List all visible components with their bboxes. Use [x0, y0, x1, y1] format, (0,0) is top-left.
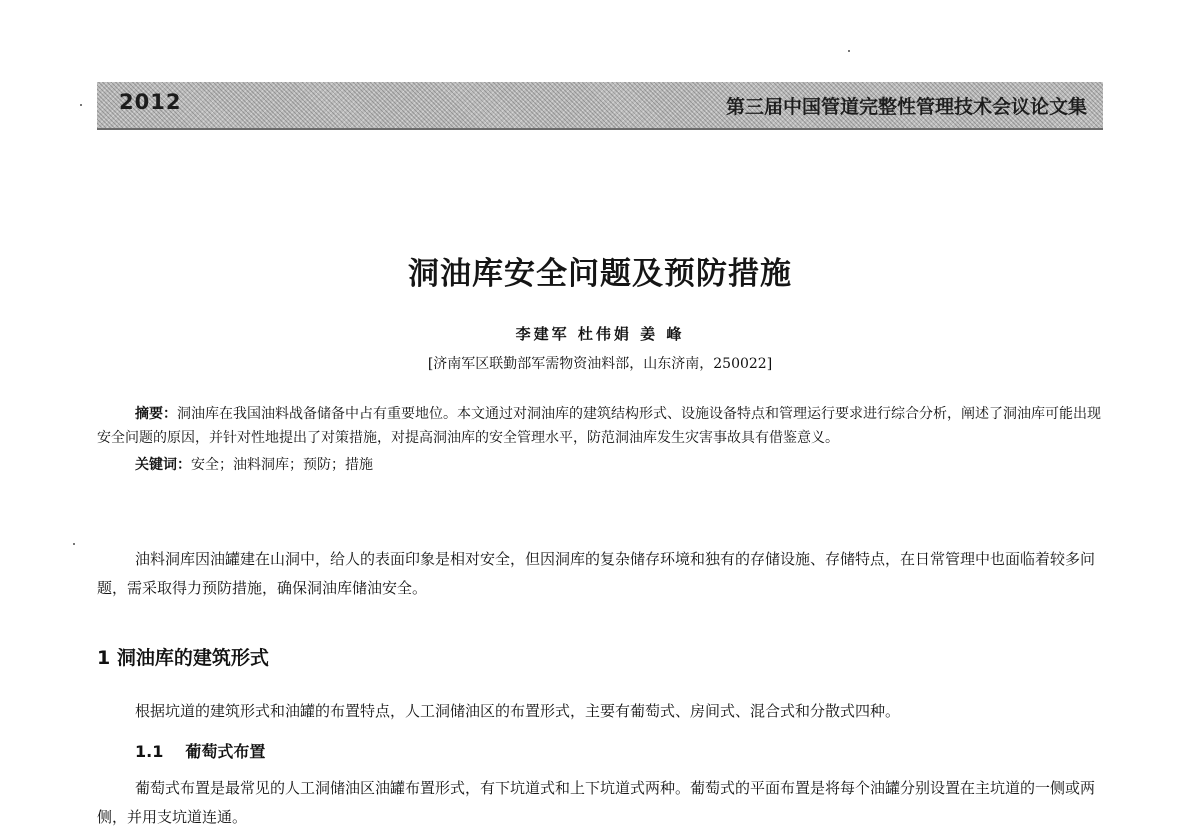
abstract	[97, 402, 1103, 450]
paper-affiliation: [济南军区联勤部军需物资油料部，山东济南，250022]	[427, 356, 773, 372]
running-header-band	[97, 82, 1103, 128]
section-1-paragraph: 根据坑道的建筑形式和油罐的布置特点，人工洞储油区的布置形式，主要有葡萄式、房间式、混合式和分散式四种。	[135, 702, 901, 720]
subsection-heading-1-1	[135, 739, 265, 762]
paper-authors: 李建军 杜伟娟 姜 峰	[515, 325, 685, 343]
paper-title: 洞油库安全问题及预防措施	[408, 256, 792, 292]
subsection-1-1-paragraph: 葡萄式布置是最常见的人工洞储油区油罐布置形式，有下坑道式和上下坑道式两种。葡萄式的平面布置是将每个油罐分别设置在主坑道的一侧或两侧，并用支坑道连通。	[97, 779, 1096, 826]
scan-speck	[80, 104, 82, 106]
header-series-title: 第三届中国管道完整性管理技术会议论文集	[725, 96, 1087, 118]
section-heading-1: 1 洞油库的建筑形式	[97, 647, 269, 669]
keywords-text: 安全；油料洞库；预防；措施	[191, 457, 373, 473]
header-rule	[97, 128, 1103, 130]
abstract-text: 洞油库在我国油料战备储备中占有重要地位。本文通过对洞油库的建筑结构形式、设施设备特点和管理运行要求进行综合分析，阐述了洞油库可能出现安全问题的原因，并针对性地提出了对策措施，对提高洞油库的安全管理水平，防范洞油库发生灾害事故具有借鉴意义。	[97, 406, 1101, 446]
abstract-label: 摘要：	[135, 406, 177, 422]
intro-paragraph: 油料洞库因油罐建在山洞中，给人的表面印象是相对安全，但因洞库的复杂储存环境和独有的存储设施、存储特点，在日常管理中也面临着较多问题，需采取得力预防措施，确保洞油库储油安全。	[97, 550, 1096, 597]
scan-speck	[73, 543, 75, 545]
keywords-label: 关键词：	[135, 457, 191, 473]
keywords	[135, 453, 373, 477]
subsection-title: 葡萄式布置	[185, 742, 266, 761]
header-year: 2012	[119, 90, 182, 114]
scan-speck	[848, 50, 850, 52]
subsection-number: 1.1	[135, 742, 164, 761]
